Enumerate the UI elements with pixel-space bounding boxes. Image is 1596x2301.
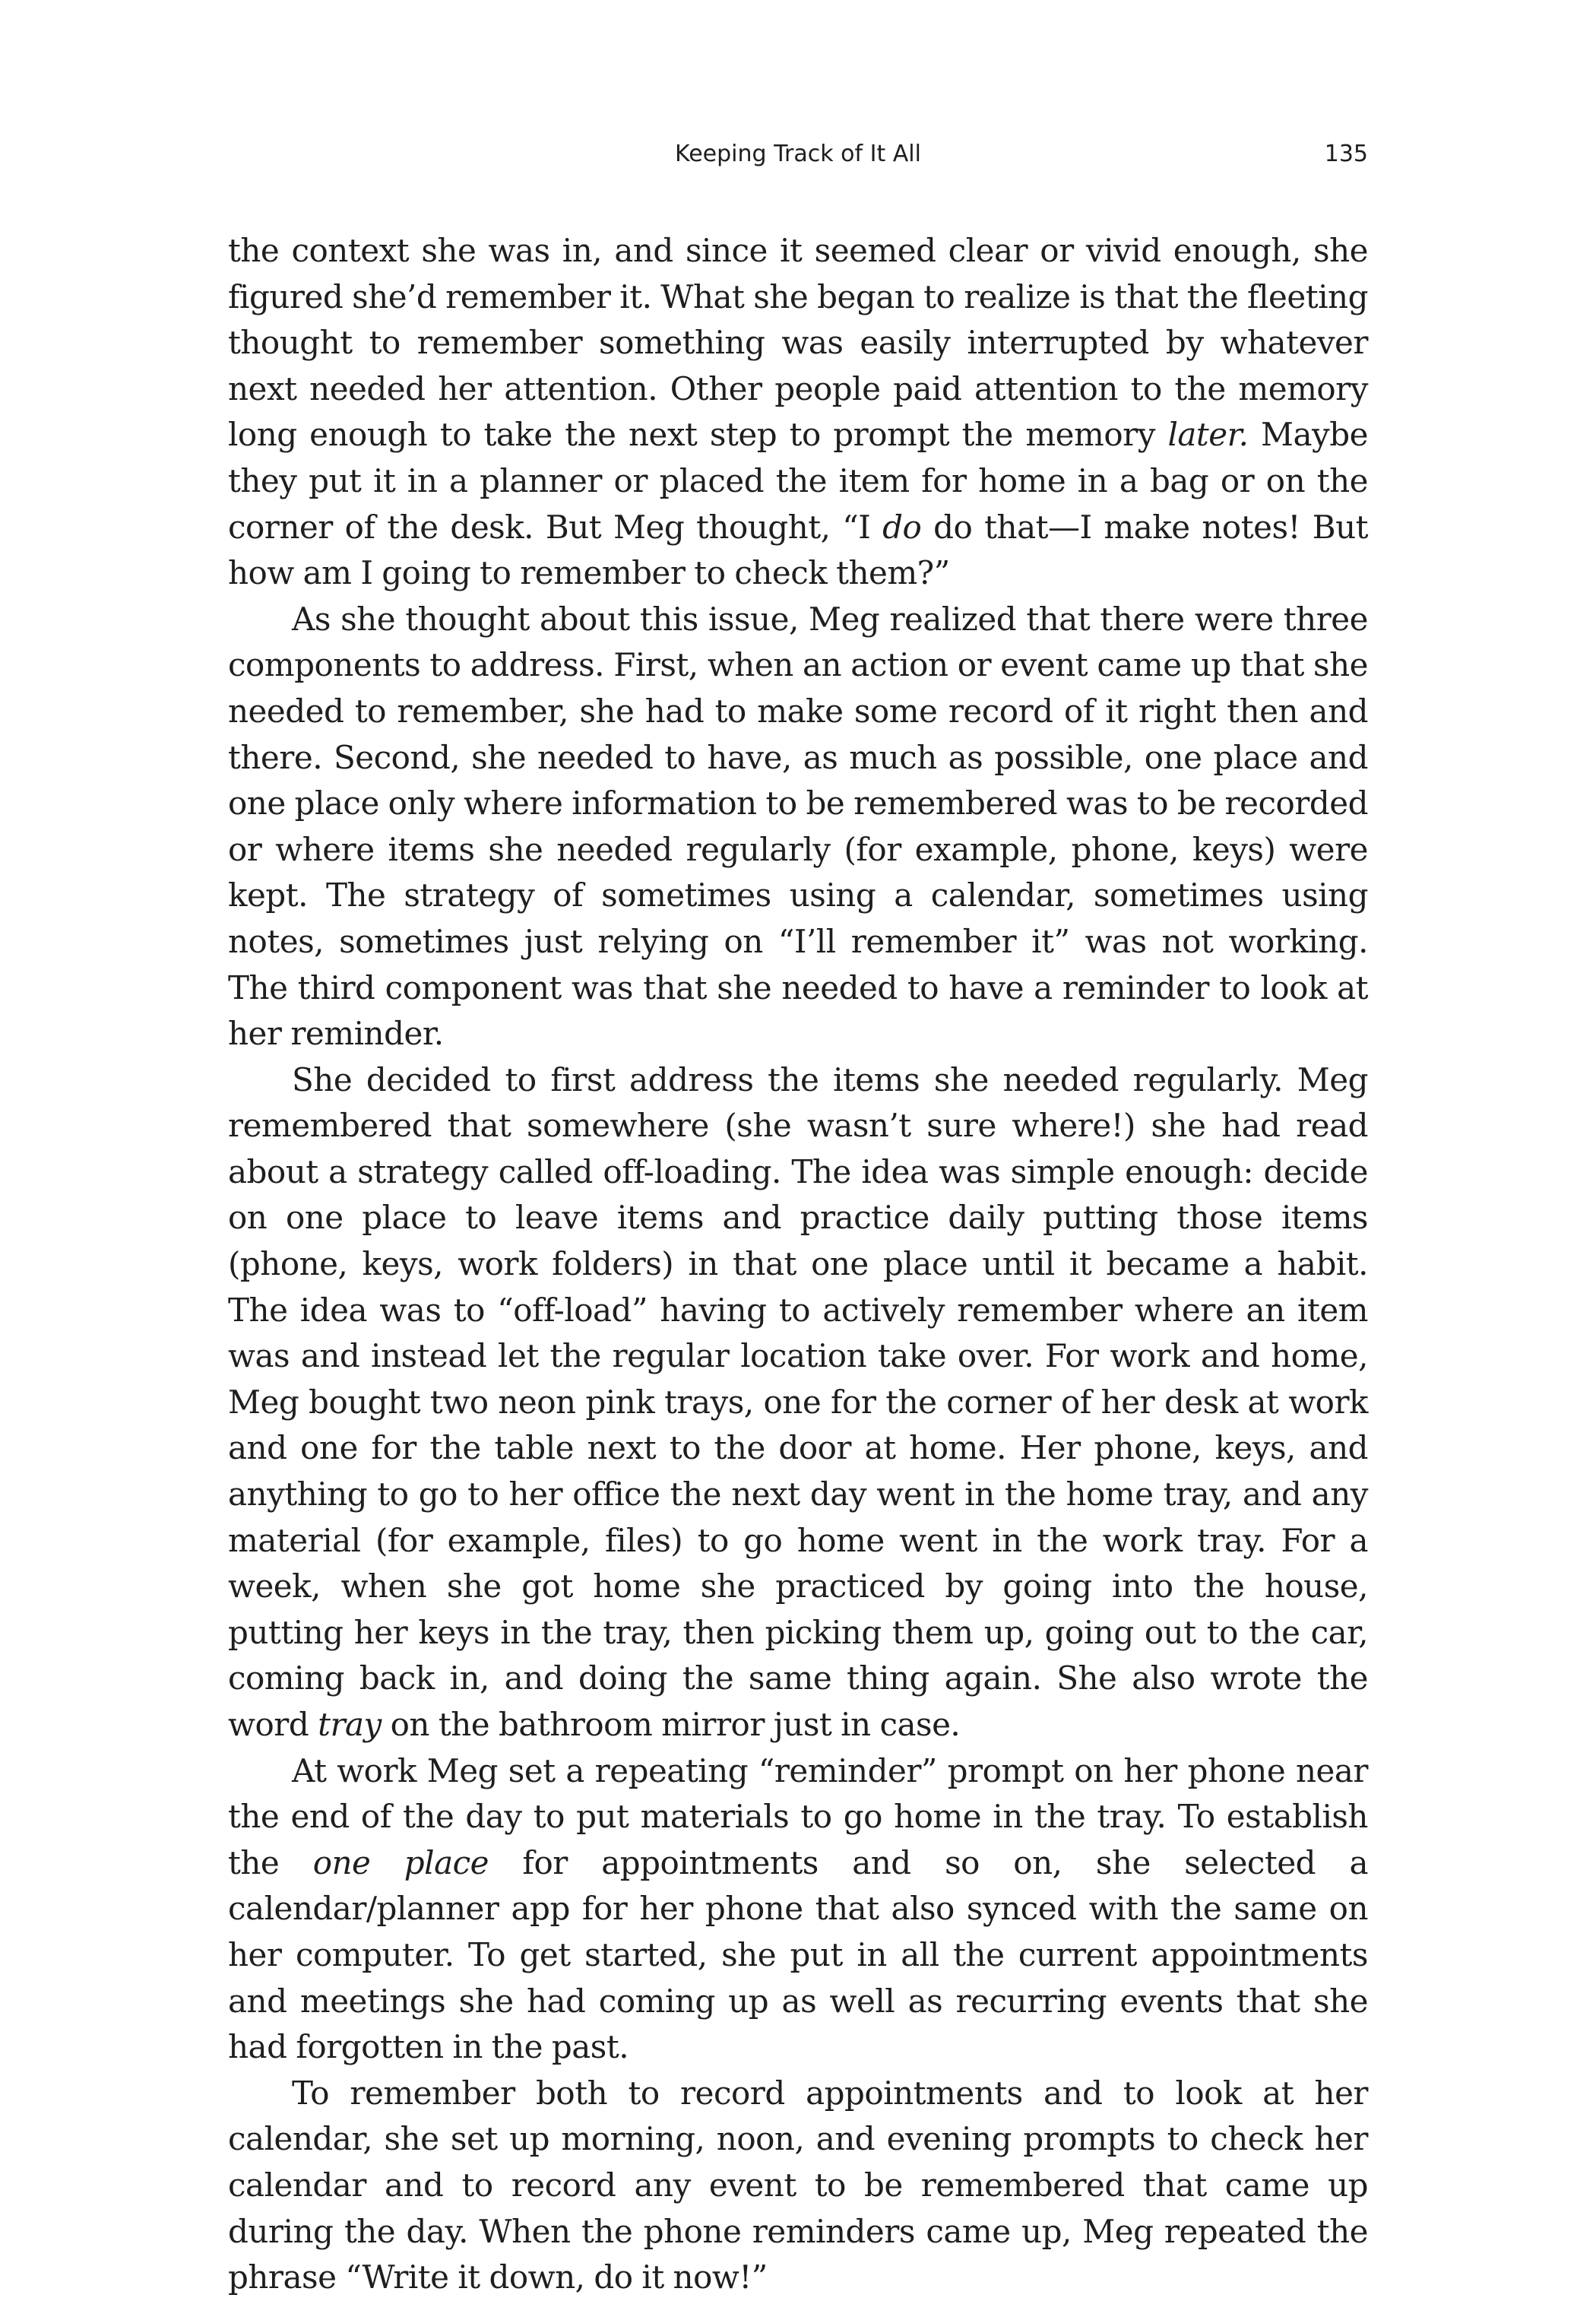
paragraph-5: [228, 2071, 1368, 2301]
text-segment: do that—I make notes! But how am I going to remember to check them?”: [228, 508, 1368, 592]
emphasis-tray: tray: [318, 1706, 382, 1743]
emphasis-do: do: [882, 508, 922, 546]
paragraph-2: [228, 597, 1368, 1057]
text-segment: She decided to first address the items she needed regularly. Meg remembered that somewhere (she wasn’t sure where!) she had read about a strategy called off-loading. The idea was simple enough: decide on one place to leave items and practice daily putting those items (phone, keys, work folders) in that one place until it became a habit. The idea was to “off-load” having to actively remember where an item was and instead let the regular location take over. For work and home, Meg bought two neon pink trays, one for the corner of her desk at work and one for the table next to the door at home. Her phone, keys, and anything to go to her office the next day went in the home tray, and any material (for example, files) to go home went in the work tray. For a week, when she got home she practiced by going into the house, putting her keys in the tray, then picking them up, going out to the car, coming back in, and doing the same thing again. She also wrote the word: [228, 1060, 1368, 1743]
running-head: [228, 135, 1368, 173]
paragraph-1: [228, 228, 1368, 597]
page-number: 135: [1324, 141, 1368, 167]
text-segment: for appointments and so on, she selected a calendar/planner app for her phone that also synced with the same on her computer. To get started, she put in all the current appointments and meetings she had coming up as well as recurring events that she had forgotten in the past.: [228, 1843, 1369, 2066]
text-segment: the context she was in, and since it seemed clear or vivid enough, she figured she’d remember it. What she began to realize is that the fleeting thought to remember something was easily interrupted by whatever next needed her attention. Other people paid attention to the memory long enough to take the next step to prompt the memory: [228, 232, 1368, 454]
text-segment: As she thought about this issue, Meg realized that there were three components to address. First, when an action or event came up that she needed to remember, she had to make some record of it right then and there. Second, she needed to have, as much as possible, one place and one place only where information to be remembered was to be recorded or where items she needed regularly (for example, phone, keys) were kept. The strategy of sometimes using a calendar, sometimes using notes, sometimes just relying on “I’ll remember it” was not working. The third component was that she needed to have a reminder to look at her reminder.: [228, 600, 1368, 1053]
running-title: Keeping Track of It All: [675, 141, 921, 167]
emphasis-one-place: one place: [312, 1843, 489, 1881]
text-segment: on the bathroom mirror just in case.: [381, 1706, 961, 1743]
paragraph-4: [228, 1748, 1368, 2071]
text-segment: Maybe they put it in a planner or placed the item for home in a bag or on the corner of the desk. But Meg thought, “I: [228, 416, 1368, 546]
paragraph-3: [228, 1057, 1368, 1748]
body-text: [228, 228, 1368, 2301]
text-segment: To remember both to record appointments and to look at her calendar, she set up morning, noon, and evening prompts to check her calendar and to record any event to be remembered that came up during the day. When the phone reminders came up, Meg repeated the phrase “Write it down, do it now!”: [228, 2074, 1368, 2296]
text-segment: At work Meg set a repeating “reminder” prompt on her phone near the end of the day to put materials to go home in the tray. To establish the: [228, 1751, 1368, 1881]
emphasis-later: later.: [1167, 416, 1249, 454]
